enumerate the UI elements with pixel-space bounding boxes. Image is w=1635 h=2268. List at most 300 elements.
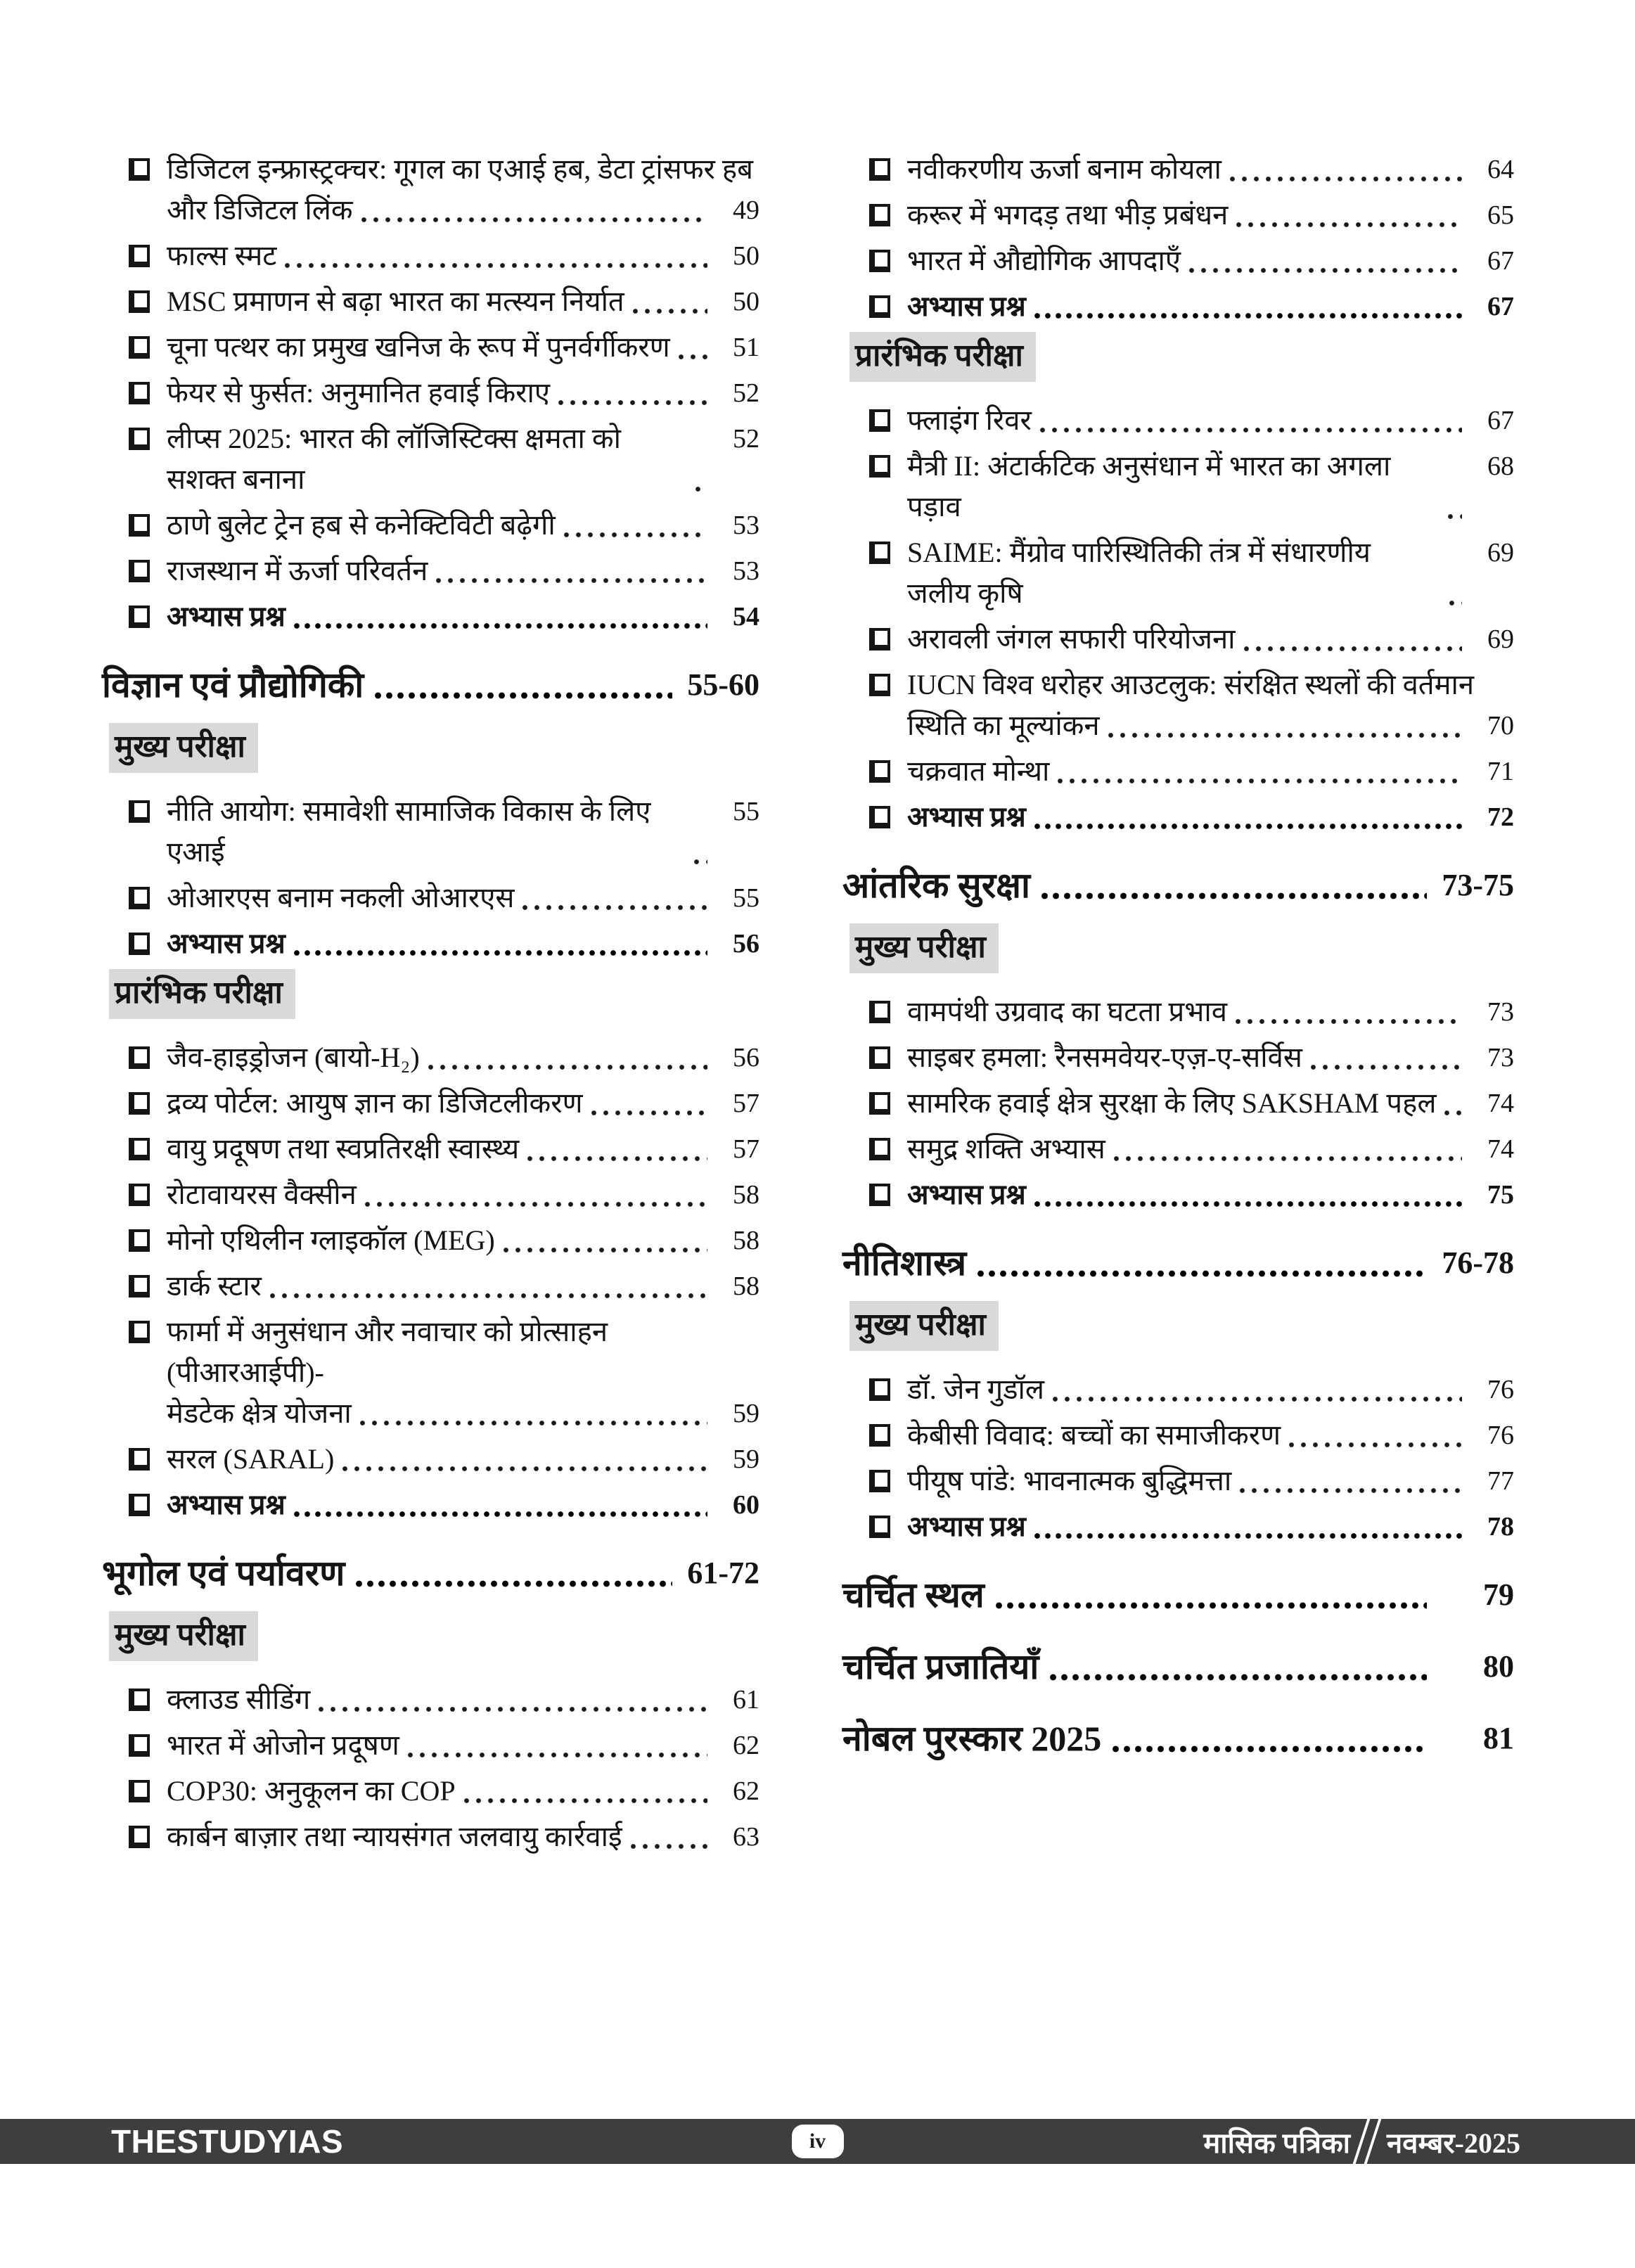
dotted-leader-icon: [1236, 1017, 1462, 1026]
square-bullet-icon: [869, 1516, 890, 1538]
toc-item-page: 55: [733, 883, 759, 913]
toc-item-page: 57: [733, 1134, 759, 1164]
section-page-range: 61-72: [687, 1556, 759, 1590]
toc-item-title: द्रव्य पोर्टल: आयुष ज्ञान का डिजिटलीकरण: [167, 1087, 583, 1119]
magazine-label: मासिक पत्रिका: [1203, 2127, 1351, 2159]
square-bullet-icon: [129, 1092, 150, 1115]
toc-item-title: पीयूष पांडे: भावनात्मक बुद्धिमत्ता: [907, 1465, 1232, 1497]
toc-section-heading: [842, 1239, 1514, 1287]
toc-item-page: 58: [733, 1180, 759, 1210]
toc-section-heading: [842, 1715, 1514, 1762]
toc-item: [102, 1129, 759, 1170]
dotted-leader-icon: [1448, 512, 1462, 521]
square-bullet-icon: [869, 250, 890, 272]
toc-item-page: 59: [733, 1444, 759, 1474]
dotted-leader-icon: [294, 949, 707, 958]
toc-item-title: अभ्यास प्रश्न: [907, 290, 1026, 322]
square-bullet-icon: [129, 382, 150, 404]
toc-subheading: [109, 1611, 759, 1661]
toc-item: [102, 1266, 759, 1307]
toc-item: [842, 149, 1514, 190]
square-bullet-icon: [129, 1138, 150, 1160]
toc-section-heading: [102, 661, 759, 709]
toc-item-line: [869, 241, 1514, 281]
toc-item-page: 49: [733, 196, 759, 225]
square-bullet-icon: [129, 1689, 150, 1711]
toc-item-line: [869, 1129, 1514, 1170]
toc-item: [102, 596, 759, 637]
toc-item-page: 76: [1487, 1421, 1514, 1450]
dotted-leader-icon: [1041, 891, 1427, 902]
toc-item: [102, 505, 759, 546]
toc-item-line: [129, 1266, 759, 1307]
toc-item-line: [129, 1485, 759, 1525]
toc-item-title: फेयर से फुर्सत: अनुमानित हवाई किराए: [167, 377, 551, 409]
toc-item-line: [129, 791, 759, 873]
toc-item-page: 70: [1487, 711, 1514, 741]
toc-item: [102, 791, 759, 873]
toc-item: [102, 878, 759, 918]
dotted-leader-icon: [294, 622, 707, 631]
toc-column-left: [102, 149, 759, 1862]
toc-item-line: [129, 1771, 759, 1812]
toc-item-line: [129, 190, 759, 231]
square-bullet-icon: [129, 290, 150, 313]
dotted-leader-icon: [1034, 1200, 1462, 1209]
toc-item-line: [129, 1817, 759, 1857]
toc-item: [102, 1312, 759, 1434]
dotted-leader-icon: [1244, 644, 1462, 653]
toc-item: [842, 400, 1514, 441]
subheading-label: मुख्य परीक्षा: [109, 1611, 258, 1661]
toc-item-line: [869, 797, 1514, 838]
double-slash-icon: [1353, 2119, 1384, 2164]
toc-subheading: [109, 723, 759, 773]
toc-item-line: [869, 532, 1514, 614]
page-number-label: iv: [809, 2129, 826, 2153]
toc-item-title: वायु प्रदूषण तथा स्वप्रतिरक्षी स्वास्थ्य: [167, 1133, 520, 1165]
toc-item: [842, 751, 1514, 792]
square-bullet-icon: [869, 674, 890, 696]
toc-item-title: भारत में ओजोन प्रदूषण: [167, 1729, 399, 1761]
toc-item-title: वामपंथी उग्रवाद का घटता प्रभाव: [907, 996, 1227, 1027]
toc-item-page: 50: [733, 241, 759, 271]
toc-item: [102, 1817, 759, 1857]
toc-item-title: ओआरएस बनाम नकली ओआरएस: [167, 882, 515, 914]
toc-item-page: 67: [1487, 292, 1514, 321]
toc-item-line: [129, 281, 759, 322]
section-title: नीतिशास्त्र: [842, 1243, 967, 1283]
square-bullet-icon: [869, 1378, 890, 1401]
toc-item-page: 74: [1487, 1134, 1514, 1164]
section-page-range: 76-78: [1442, 1245, 1514, 1280]
subheading-label: प्रारंभिक परीक्षा: [849, 332, 1036, 382]
toc-item-line: [869, 1083, 1514, 1124]
toc-item-page: 60: [733, 1490, 759, 1520]
toc-item-line: [129, 236, 759, 276]
dotted-leader-icon: [1034, 822, 1462, 831]
dotted-leader-icon: [1444, 1108, 1462, 1117]
toc-item-title: सरल (SARAL): [167, 1443, 335, 1475]
toc-item-line: [869, 1369, 1514, 1410]
subheading-label: मुख्य परीक्षा: [849, 1301, 999, 1351]
toc-item-page: 55: [733, 797, 759, 826]
toc-item: [102, 418, 759, 500]
toc-item: [842, 797, 1514, 838]
square-bullet-icon: [869, 1470, 890, 1492]
toc-item: [102, 1485, 759, 1525]
toc-item-line: [129, 505, 759, 546]
square-bullet-icon: [869, 409, 890, 432]
square-bullet-icon: [129, 800, 150, 823]
toc-item-line: [129, 418, 759, 500]
section-title: भूगोल एवं पर्यावरण: [102, 1553, 345, 1593]
toc-item: [842, 241, 1514, 281]
toc-item-line: [129, 596, 759, 637]
dotted-leader-icon: [504, 1245, 707, 1255]
toc-item-title: अभ्यास प्रश्न: [167, 601, 286, 632]
dotted-leader-icon: [694, 857, 707, 866]
toc-item-title: मोनो एथिलीन ग्लाइकॉल (MEG): [167, 1224, 495, 1256]
square-bullet-icon: [129, 1780, 150, 1802]
toc-item-page: 71: [1487, 757, 1514, 786]
toc-item-line: [129, 1220, 759, 1261]
toc-item-page: 52: [733, 378, 759, 408]
square-bullet-icon: [129, 428, 150, 450]
dotted-leader-icon: [633, 307, 707, 316]
toc-item: [102, 281, 759, 322]
subheading-label: प्रारंभिक परीक्षा: [109, 969, 295, 1019]
toc-item-title: और डिजिटल लिंक: [167, 194, 353, 226]
toc-item-title: अभ्यास प्रश्न: [907, 1179, 1026, 1210]
toc-item-title: अभ्यास प्रश्न: [167, 928, 286, 959]
toc-item-line: [869, 705, 1514, 746]
section-title: चर्चित स्थल: [842, 1575, 985, 1615]
toc-item: [842, 446, 1514, 527]
toc-item-line: [129, 149, 759, 190]
toc-item: [842, 665, 1514, 746]
dotted-leader-icon: [1058, 776, 1462, 786]
toc-item: [842, 1506, 1514, 1547]
toc-item: [842, 195, 1514, 236]
toc-item: [102, 551, 759, 591]
toc-item: [842, 1369, 1514, 1410]
toc-item-title: नीति आयोग: समावेशी सामाजिक विकास के लिए एआई: [167, 795, 651, 868]
square-bullet-icon: [129, 245, 150, 267]
dotted-leader-icon: [1240, 1486, 1462, 1495]
square-bullet-icon: [129, 1321, 150, 1343]
toc-item-line: [869, 751, 1514, 792]
toc-item-line: [129, 878, 759, 918]
dotted-leader-icon: [436, 576, 707, 585]
toc-item-page: 76: [1487, 1375, 1514, 1404]
dotted-leader-icon: [564, 530, 707, 539]
square-bullet-icon: [129, 1494, 150, 1516]
toc-item-title: डॉ. जेन गुडॉल: [907, 1373, 1045, 1405]
toc-item: [842, 1037, 1514, 1078]
toc-item-page: 51: [733, 333, 759, 362]
toc-item-title: लीप्स 2025: भारत की लॉजिस्टिक्स क्षमता को सशक्त बनाना: [167, 423, 621, 495]
toc-item: [102, 1083, 759, 1124]
toc-item-page: 59: [733, 1399, 759, 1428]
toc-item: [102, 1174, 759, 1215]
section-title: विज्ञान एवं प्रौद्योगिकी: [102, 665, 364, 705]
toc-item-title: क्लाउड सीडिंग: [167, 1684, 311, 1715]
toc-item-page: 58: [733, 1271, 759, 1301]
dotted-leader-icon: [695, 485, 707, 494]
dotted-leader-icon: [360, 1418, 707, 1428]
dotted-leader-icon: [319, 1705, 707, 1714]
dotted-leader-icon: [1108, 731, 1462, 740]
dotted-leader-icon: [356, 1579, 672, 1589]
toc-item: [102, 1439, 759, 1480]
toc-item-page: 58: [733, 1226, 759, 1255]
toc-item-title: नवीकरणीय ऊर्जा बनाम कोयला: [907, 153, 1222, 185]
dotted-leader-icon: [1050, 1672, 1427, 1683]
dotted-leader-icon: [591, 1108, 707, 1117]
toc-item-line: [869, 1506, 1514, 1547]
toc-item-title: केबीसी विवाद: बच्चों का समाजीकरण: [907, 1419, 1281, 1451]
dotted-leader-icon: [365, 1200, 707, 1209]
toc-item-title: चक्रवात मोन्था: [907, 755, 1050, 787]
toc-item-page: 63: [733, 1822, 759, 1852]
square-bullet-icon: [869, 628, 890, 651]
toc-item-page: 74: [1487, 1089, 1514, 1118]
dotted-leader-icon: [558, 398, 707, 407]
toc-item-page: 53: [733, 511, 759, 540]
toc-item: [102, 1771, 759, 1812]
toc-item-line: [869, 1415, 1514, 1456]
subheading-label: मुख्य परीक्षा: [109, 723, 258, 773]
toc-item: [842, 1415, 1514, 1456]
toc-item-title: जैव-हाइड्रोजन (बायो-H₂): [167, 1042, 420, 1073]
toc: [102, 149, 1514, 1862]
toc-item: [102, 1725, 759, 1766]
dotted-leader-icon: [1114, 1154, 1462, 1163]
toc-item-line: [129, 1393, 759, 1434]
square-bullet-icon: [869, 158, 890, 181]
toc-item-title: अभ्यास प्रश्न: [167, 1489, 286, 1520]
toc-section-heading: [102, 1549, 759, 1597]
dotted-leader-icon: [527, 1154, 707, 1163]
toc-item-line: [869, 446, 1514, 527]
page-number-badge: [792, 2125, 844, 2158]
toc-item-title: भारत में औद्योगिक आपदाएँ: [907, 245, 1181, 276]
section-page-range: 79: [1483, 1577, 1514, 1612]
toc-subheading: [849, 1301, 1514, 1351]
toc-item-line: [129, 1129, 759, 1170]
toc-item-title: अभ्यास प्रश्न: [907, 801, 1026, 833]
square-bullet-icon: [869, 455, 890, 478]
footer-right: [1203, 2119, 1520, 2164]
issue-date-label: नवम्बर-2025: [1387, 2127, 1520, 2159]
toc-item-title: IUCN विश्व धरोहर आउटलुक: संरक्षित स्थलों की वर्तमान: [907, 669, 1475, 700]
toc-item-page: 72: [1487, 802, 1514, 832]
square-bullet-icon: [129, 933, 150, 955]
toc-subheading: [849, 923, 1514, 973]
toc-item: [842, 532, 1514, 614]
toc-item-title: डिजिटल इन्फ्रास्ट्रक्चर: गूगल का एआई हब, डेटा ट्रांसफर हब: [167, 153, 753, 185]
toc-item: [842, 286, 1514, 327]
toc-item: [842, 1461, 1514, 1501]
dotted-leader-icon: [1040, 425, 1462, 435]
toc-item-title: राजस्थान में ऊर्जा परिवर्तन: [167, 555, 428, 587]
toc-item-line: [129, 551, 759, 591]
section-title: चर्चित प्रजातियाँ: [842, 1647, 1039, 1686]
toc-item-title: अरावली जंगल सफारी परियोजना: [907, 623, 1236, 655]
toc-item: [102, 149, 759, 231]
square-bullet-icon: [129, 1184, 150, 1206]
toc-item-page: 53: [733, 556, 759, 586]
toc-item-page: 69: [1487, 624, 1514, 654]
toc-item-title: सामरिक हवाई क्षेत्र सुरक्षा के लिए SAKSHAM पहल: [907, 1087, 1437, 1119]
dotted-leader-icon: [996, 1601, 1427, 1611]
toc-item-line: [129, 1439, 759, 1480]
square-bullet-icon: [129, 158, 150, 181]
toc-section-heading: [842, 1643, 1514, 1691]
dotted-leader-icon: [631, 1842, 707, 1851]
toc-item-title: अभ्यास प्रश्न: [907, 1511, 1026, 1542]
square-bullet-icon: [129, 1734, 150, 1757]
toc-item-line: [129, 923, 759, 964]
toc-item-line: [869, 149, 1514, 190]
toc-item-title: मेडटेक क्षेत्र योजना: [167, 1397, 352, 1429]
dotted-leader-icon: [270, 1291, 707, 1300]
toc-item-line: [129, 1679, 759, 1720]
toc-item-line: [129, 1312, 759, 1393]
section-page-range: 73-75: [1442, 868, 1514, 902]
brand-logo: THESTUDYIAS: [111, 2123, 344, 2160]
dotted-leader-icon: [977, 1269, 1427, 1279]
toc-item-title: फ्लाइंग रिवर: [907, 404, 1032, 436]
toc-item-page: 61: [733, 1685, 759, 1715]
toc-item-page: 57: [733, 1089, 759, 1118]
toc-section-heading: [842, 1571, 1514, 1619]
square-bullet-icon: [869, 295, 890, 318]
toc-item-page: 67: [1487, 406, 1514, 435]
dotted-leader-icon: [1311, 1063, 1462, 1072]
toc-item-line: [129, 1037, 759, 1078]
toc-item-title: फाल्स स्मट: [167, 240, 277, 271]
square-bullet-icon: [129, 514, 150, 537]
section-page-range: 80: [1483, 1649, 1514, 1684]
toc-item-title: करूर में भगदड़ तथा भीड़ प्रबंधन: [907, 199, 1229, 231]
toc-item: [842, 1129, 1514, 1170]
square-bullet-icon: [129, 1229, 150, 1252]
toc-item-line: [129, 1083, 759, 1124]
toc-item-line: [129, 373, 759, 414]
square-bullet-icon: [869, 1138, 890, 1160]
toc-item-title: समुद्र शक्ति अभ्यास: [907, 1133, 1105, 1165]
toc-item: [102, 1679, 759, 1720]
toc-item-line: [869, 992, 1514, 1032]
toc-item: [842, 1174, 1514, 1215]
dotted-leader-icon: [428, 1063, 707, 1072]
square-bullet-icon: [869, 806, 890, 828]
square-bullet-icon: [129, 560, 150, 582]
dotted-leader-icon: [679, 352, 707, 361]
toc-item-page: 75: [1487, 1180, 1514, 1210]
toc-item-page: 62: [733, 1731, 759, 1760]
toc-item-title: चूना पत्थर का प्रमुख खनिज के रूप में पुनर्वर्गीकरण: [167, 331, 670, 363]
toc-subheading: [849, 332, 1514, 382]
toc-item-title: फार्मा में अनुसंधान और नवाचार को प्रोत्साहन (पीआरआईपी)-: [167, 1316, 608, 1388]
dotted-leader-icon: [522, 903, 707, 912]
square-bullet-icon: [869, 760, 890, 783]
toc-item-title: रोटावायरस वैक्सीन: [167, 1179, 357, 1210]
dotted-leader-icon: [1113, 1744, 1427, 1755]
toc-item-page: 69: [1487, 538, 1514, 568]
toc-item-title: साइबर हमला: रैनसमवेयर-एज़-ए-सर्विस: [907, 1042, 1302, 1073]
square-bullet-icon: [129, 1448, 150, 1471]
square-bullet-icon: [869, 1184, 890, 1206]
toc-item-title: कार्बन बाज़ार तथा न्यायसंगत जलवायु कार्रवाई: [167, 1821, 622, 1852]
toc-item: [842, 619, 1514, 660]
toc-item-page: 64: [1487, 155, 1514, 184]
square-bullet-icon: [869, 542, 890, 564]
toc-item-page: 50: [733, 287, 759, 316]
square-bullet-icon: [129, 336, 150, 359]
toc-subheading: [109, 969, 759, 1019]
dotted-leader-icon: [342, 1464, 707, 1473]
toc-item-page: 62: [733, 1776, 759, 1806]
toc-item: [102, 236, 759, 276]
toc-item: [842, 992, 1514, 1032]
toc-item-line: [129, 327, 759, 368]
toc-item-title: MSC प्रमाणन से बढ़ा भारत का मत्स्यन निर्यात: [167, 286, 624, 317]
dotted-leader-icon: [1034, 312, 1462, 321]
toc-item: [102, 1220, 759, 1261]
dotted-leader-icon: [1236, 220, 1462, 229]
toc-item-page: 56: [733, 929, 759, 959]
toc-item-title: स्थिति का मूल्यांकन: [907, 710, 1100, 741]
dotted-leader-icon: [1189, 266, 1462, 275]
toc-item-page: 54: [733, 602, 759, 632]
dotted-leader-icon: [1289, 1440, 1462, 1449]
toc-item-line: [129, 1174, 759, 1215]
square-bullet-icon: [129, 1826, 150, 1848]
toc-item: [102, 1037, 759, 1078]
toc-item-page: 67: [1487, 246, 1514, 276]
toc-item-title: मैत्री II: अंटार्कटिक अनुसंधान में भारत का अगला पड़ाव: [907, 450, 1391, 523]
toc-item-title: SAIME: मैंग्रोव पारिस्थितिकी तंत्र में संधारणीय जलीय कृषि: [907, 537, 1371, 609]
dotted-leader-icon: [1230, 174, 1462, 184]
toc-item-page: 73: [1487, 997, 1514, 1027]
toc-item-page: 52: [733, 424, 759, 454]
square-bullet-icon: [129, 606, 150, 628]
dotted-leader-icon: [1034, 1532, 1462, 1541]
square-bullet-icon: [869, 1001, 890, 1023]
toc-item-line: [869, 400, 1514, 441]
toc-item: [842, 1083, 1514, 1124]
dotted-leader-icon: [294, 1510, 707, 1519]
toc-item-title: COP30: अनुकूलन का COP: [167, 1775, 456, 1807]
toc-item: [102, 373, 759, 414]
toc-item-line: [869, 1461, 1514, 1501]
toc-item-line: [869, 195, 1514, 236]
toc-item-line: [869, 1174, 1514, 1215]
toc-item-line: [869, 619, 1514, 660]
dotted-leader-icon: [285, 261, 707, 270]
dotted-leader-icon: [375, 691, 672, 701]
section-title: नोबल पुरस्कार 2025: [842, 1719, 1102, 1758]
dotted-leader-icon: [408, 1750, 707, 1760]
toc-item-title: डार्क स्टार: [167, 1270, 262, 1302]
toc-item-page: 77: [1487, 1466, 1514, 1496]
square-bullet-icon: [129, 1046, 150, 1069]
dotted-leader-icon: [1449, 598, 1462, 608]
toc-item-line: [869, 286, 1514, 327]
